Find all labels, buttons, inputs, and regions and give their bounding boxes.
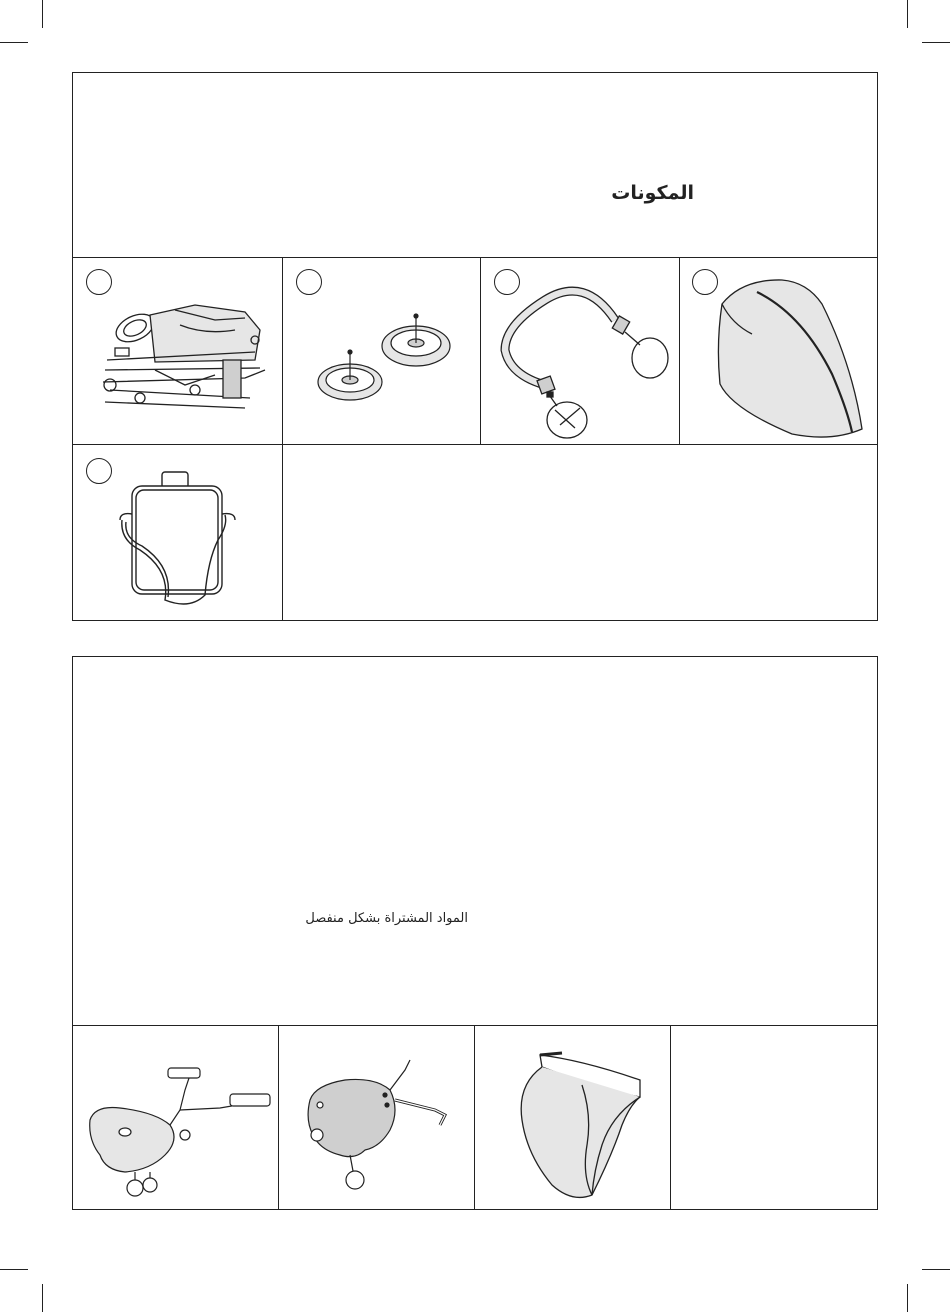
wheels-illustration: [310, 308, 460, 408]
item-number-circle: [296, 269, 322, 295]
divider: [72, 444, 878, 445]
crop-mark: [922, 1269, 950, 1270]
accessories-title: المواد المشتراة بشكل منفصل: [305, 911, 468, 926]
crop-mark: [42, 1284, 43, 1312]
divider: [278, 1025, 279, 1210]
crop-mark: [0, 1269, 28, 1270]
divider: [282, 257, 283, 621]
crop-mark: [922, 42, 950, 43]
canopy-illustration: [712, 274, 872, 440]
divider: [72, 257, 878, 258]
folded-stroller-illustration: [95, 290, 275, 420]
divider: [679, 257, 680, 444]
components-title: المكونات: [611, 182, 694, 204]
divider: [670, 1025, 671, 1210]
divider: [474, 1025, 475, 1210]
divider: [72, 1025, 878, 1026]
bumper-bar-illustration: [495, 280, 675, 440]
divider: [480, 257, 481, 444]
crop-mark: [907, 0, 908, 28]
carry-bag-illustration: [110, 470, 245, 610]
crop-mark: [907, 1284, 908, 1312]
ride-on-board-seat-illustration: [80, 1060, 275, 1205]
item-number-circle: [86, 458, 112, 484]
ride-on-board-illustration: [295, 1055, 470, 1200]
crop-mark: [42, 0, 43, 28]
crop-mark: [0, 42, 28, 43]
footmuff-illustration: [512, 1045, 652, 1205]
